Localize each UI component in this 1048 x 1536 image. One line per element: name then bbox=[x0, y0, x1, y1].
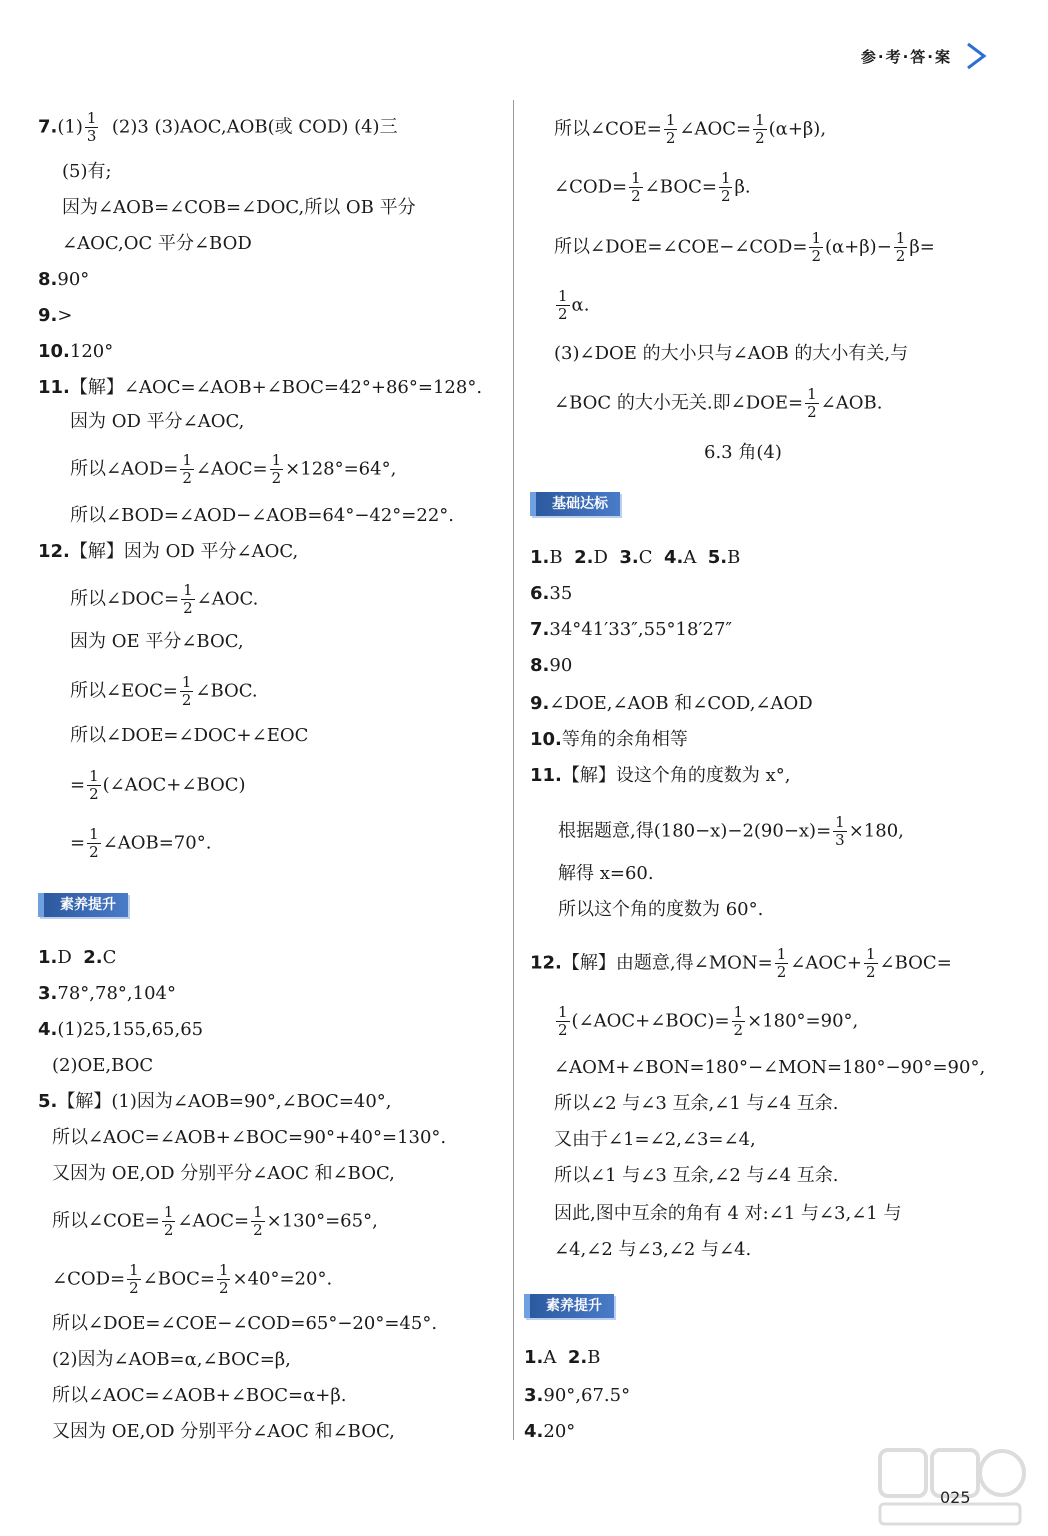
answer-5-line6: 所以∠DOE=∠COE−∠COD=65°−20°=45°. bbox=[52, 1313, 438, 1334]
answer-5-line7: (2)因为∠AOB=α,∠BOC=β, bbox=[52, 1349, 291, 1370]
answer-12-line1: 12.【解】因为 OD 平分∠AOC, bbox=[38, 541, 299, 562]
right-line2: ∠COD= $\frac{1}{2}$ ∠BOC= $\frac{1}{2}$ β. bbox=[554, 169, 751, 205]
answer-12-right-line8: ∠4,∠2 与∠3,∠2 与∠4. bbox=[554, 1239, 752, 1260]
answer-1-5-right: 1.B 2.D 3.C 4.A 5.B bbox=[530, 547, 741, 568]
answer-5-line2: 所以∠AOC=∠AOB+∠BOC=90°+40°=130°. bbox=[52, 1127, 447, 1148]
answer-12-line6: = $\frac{1}{2}$ (∠AOC+∠BOC) bbox=[70, 767, 246, 803]
right-line1: 所以∠COE= $\frac{1}{2}$ ∠AOC= $\frac{1}{2}$ (α+β), bbox=[554, 111, 827, 147]
section-badge-jichu: 基础达标 bbox=[530, 492, 620, 516]
section-badge-suyang-1: 素养提升 bbox=[38, 893, 128, 917]
right-line3: 所以∠DOE=∠COE−∠COD= $\frac{1}{2}$ (α+β)− $\frac{1}{2}$ β= bbox=[554, 229, 935, 265]
answer-11-line3: 所以∠AOD= $\frac{1}{2}$ ∠AOC= $\frac{1}{2}$ ×128°=64°, bbox=[70, 451, 397, 487]
answer-5-line3: 又因为 OE,OD 分别平分∠AOC 和∠BOC, bbox=[52, 1163, 395, 1184]
answer-4-part2: (2)OE,BOC bbox=[52, 1055, 154, 1076]
answer-7-right: 7.34°41′33″,55°18′27″ bbox=[530, 619, 733, 640]
page-number: 025 bbox=[940, 1488, 971, 1507]
answer-5-line8: 所以∠AOC=∠AOB+∠BOC=α+β. bbox=[52, 1385, 347, 1406]
answer-10-right: 10.等角的余角相等 bbox=[530, 729, 688, 750]
answer-9-right: 9.∠DOE,∠AOB 和∠COD,∠AOD bbox=[530, 693, 813, 714]
right-line6: ∠BOC 的大小无关.即∠DOE= $\frac{1}{2}$ ∠AOB. bbox=[554, 385, 883, 421]
answer-12-right-line7: 因此,图中互余的角有 4 对:∠1 与∠3,∠1 与 bbox=[554, 1203, 902, 1224]
chevron-right-icon bbox=[964, 42, 988, 70]
answer-7-line1: 7.(1) $\frac{1}{3}$ (2)3 (3)AOC,AOB(或 COD) (4)三 bbox=[38, 109, 398, 145]
right-line4: $\frac{1}{2}$ α. bbox=[558, 287, 590, 323]
answer-12-line7: = $\frac{1}{2}$ ∠AOB=70°. bbox=[70, 825, 212, 861]
answer-11-line2: 因为 OD 平分∠AOC, bbox=[70, 411, 245, 432]
watermark-logo bbox=[870, 1440, 1030, 1530]
answer-3-right-b: 3.90°,67.5° bbox=[524, 1385, 631, 1406]
answer-11-right-line2: 根据题意,得(180−x)−2(90−x)= $\frac{1}{3}$ ×180, bbox=[558, 813, 904, 849]
answer-6-right: 6.35 bbox=[530, 583, 573, 604]
answer-11-right-line1: 11.【解】设这个角的度数为 x°, bbox=[530, 765, 791, 786]
answer-11-line4: 所以∠BOD=∠AOD−∠AOB=64°−42°=22°. bbox=[70, 505, 455, 526]
answer-12-right-line2: $\frac{1}{2}$ (∠AOC+∠BOC)= $\frac{1}{2}$ ×180°=90°, bbox=[558, 1003, 859, 1039]
answer-7-line3: 因为∠AOB=∠COB=∠DOC,所以 OB 平分 bbox=[62, 197, 416, 218]
answer-12-right-line1: 12.【解】由题意,得∠MON= $\frac{1}{2}$ ∠AOC+ $\frac{1}{2}$ ∠BOC= bbox=[530, 945, 952, 981]
answer-3-left: 3.78°,78°,104° bbox=[38, 983, 176, 1004]
answer-12-right-line4: 所以∠2 与∠3 互余,∠1 与∠4 互余. bbox=[554, 1093, 839, 1114]
column-divider bbox=[513, 100, 514, 1440]
answer-5-line4: 所以∠COE= $\frac{1}{2}$ ∠AOC= $\frac{1}{2}$ ×130°=65°, bbox=[52, 1203, 378, 1239]
answer-11-right-line3: 解得 x=60. bbox=[558, 863, 654, 884]
answer-12-right-line5: 又由于∠1=∠2,∠3=∠4, bbox=[554, 1129, 756, 1150]
answer-5-line1: 5.【解】(1)因为∠AOB=90°,∠BOC=40°, bbox=[38, 1091, 392, 1112]
answer-12-right-line6: 所以∠1 与∠3 互余,∠2 与∠4 互余. bbox=[554, 1165, 839, 1186]
answer-10: 10.120° bbox=[38, 341, 114, 362]
fraction: $\frac{1}{3}$ bbox=[86, 109, 97, 145]
section-badge-suyang-2: 素养提升 bbox=[524, 1294, 614, 1318]
right-line5: (3)∠DOE 的大小只与∠AOB 的大小有关,与 bbox=[554, 343, 909, 364]
answer-5-line9: 又因为 OE,OD 分别平分∠AOC 和∠BOC, bbox=[52, 1421, 395, 1442]
answer-11-line1: 11.【解】∠AOC=∠AOB+∠BOC=42°+86°=128°. bbox=[38, 377, 483, 398]
answer-8: 8.90° bbox=[38, 269, 90, 290]
page-header bbox=[861, 42, 988, 70]
answer-12-line3: 因为 OE 平分∠BOC, bbox=[70, 631, 244, 652]
section-title: 6.3 角(4) bbox=[704, 442, 782, 463]
answer-9: 9.> bbox=[38, 305, 73, 326]
answer-4-right-b: 4.20° bbox=[524, 1421, 576, 1442]
answer-1-2-right: 1.A 2.B bbox=[524, 1347, 601, 1368]
header-title: 参·考·答·案 bbox=[860, 47, 952, 66]
answer-7-line2: (5)有; bbox=[62, 161, 112, 182]
answer-4-left: 4.(1)25,155,65,65 bbox=[38, 1019, 204, 1040]
answer-12-line4: 所以∠EOC= $\frac{1}{2}$ ∠BOC. bbox=[70, 673, 258, 709]
answer-7-line4: ∠AOC,OC 平分∠BOD bbox=[62, 233, 252, 254]
answer-11-right-line4: 所以这个角的度数为 60°. bbox=[558, 899, 764, 920]
answer-5-line5: ∠COD= $\frac{1}{2}$ ∠BOC= $\frac{1}{2}$ ×40°=20°. bbox=[52, 1261, 333, 1297]
answer-12-right-line3: ∠AOM+∠BON=180°−∠MON=180°−90°=90°, bbox=[554, 1057, 986, 1078]
answer-1-2-left: 1.D 2.C bbox=[38, 947, 117, 968]
answer-12-line2: 所以∠DOC= $\frac{1}{2}$ ∠AOC. bbox=[70, 581, 259, 617]
answer-8-right: 8.90 bbox=[530, 655, 573, 676]
answer-12-line5: 所以∠DOE=∠DOC+∠EOC bbox=[70, 725, 309, 746]
